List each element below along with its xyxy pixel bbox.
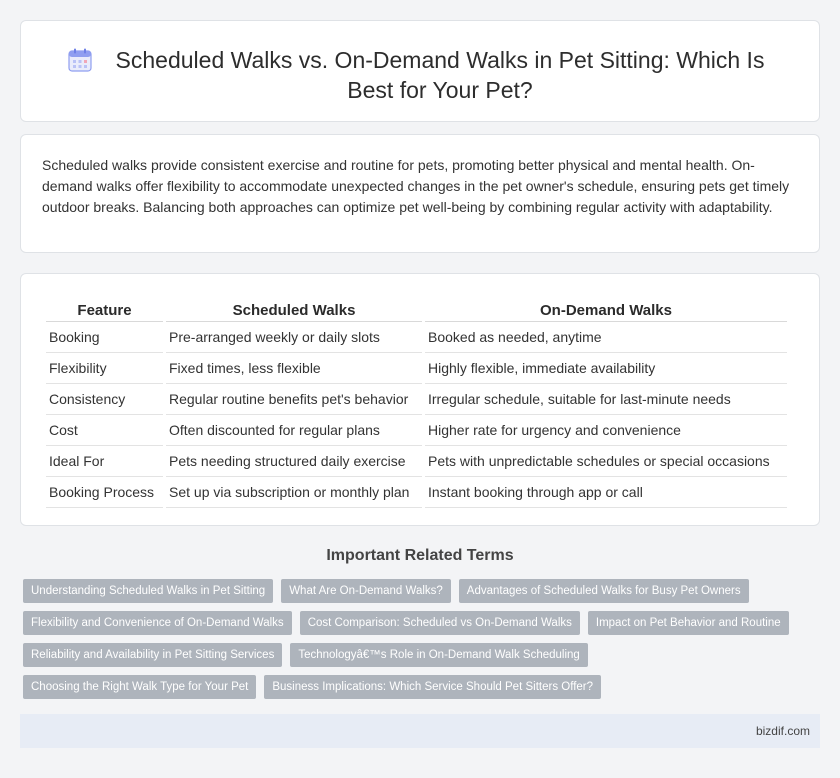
page-title: Scheduled Walks vs. On-Demand Walks in Pet Sitting: Which Is Best for Your Pet? [115,47,765,103]
table-cell: Highly flexible, immediate availability [425,353,787,384]
related-term-link[interactable]: Understanding Scheduled Walks in Pet Sitting [23,579,273,603]
tag-row [23,611,823,635]
header-on-demand: On-Demand Walks [425,296,787,322]
table-cell: Pre-arranged weekly or daily slots [166,322,422,353]
related-term-link[interactable]: Flexibility and Convenience of On-Demand Walks [23,611,292,635]
table-cell: Regular routine benefits pet's behavior [166,384,422,415]
table-row [46,322,787,353]
table-row [46,384,787,415]
table-cell: Booking [46,322,163,353]
related-term-link[interactable]: What Are On-Demand Walks? [281,579,451,603]
related-term-link[interactable]: Reliability and Availability in Pet Sitting Services [23,643,282,667]
table-cell: Irregular schedule, suitable for last-minute needs [425,384,787,415]
footer [20,714,820,748]
related-terms-list [23,579,823,707]
comparison-table [43,296,790,508]
related-term-link[interactable]: Technologyâ€™s Role in On-Demand Walk Scheduling [290,643,587,667]
table-cell: Booking Process [46,477,163,508]
table-cell: Pets needing structured daily exercise [166,446,422,477]
header-scheduled: Scheduled Walks [166,296,422,322]
related-term-link[interactable]: Impact on Pet Behavior and Routine [588,611,789,635]
table-row [46,477,787,508]
header-feature: Feature [46,296,163,322]
table-cell: Instant booking through app or call [425,477,787,508]
table-cell: Ideal For [46,446,163,477]
title-card [20,20,820,122]
table-cell: Consistency [46,384,163,415]
table-cell: Booked as needed, anytime [425,322,787,353]
related-term-link[interactable]: Business Implications: Which Service Should Pet Sitters Offer? [264,675,601,699]
related-term-link[interactable]: Cost Comparison: Scheduled vs On-Demand Walks [300,611,580,635]
table-row [46,353,787,384]
table-cell: Fixed times, less flexible [166,353,422,384]
intro-paragraph: Scheduled walks provide consistent exercise and routine for pets, promoting better physical and mental health. On-demand walks offer flexibility to accommodate unexpected changes in the pet owner's schedule, ensuring pets get timely outdoor breaks. Balancing both approaches can optimize pet well-being by combining regular activity with adaptability. [42,157,790,215]
table-cell: Pets with unpredictable schedules or special occasions [425,446,787,477]
intro-card [20,134,820,253]
table-row [46,415,787,446]
tag-row [23,643,823,667]
related-term-link[interactable]: Choosing the Right Walk Type for Your Pet [23,675,256,699]
table-cell: Cost [46,415,163,446]
tag-row [23,675,823,699]
table-cell: Often discounted for regular plans [166,415,422,446]
footer-site-link[interactable]: bizdif.com [755,724,810,738]
comparison-card [20,273,820,526]
table-cell: Higher rate for urgency and convenience [425,415,787,446]
table-row [46,446,787,477]
table-header-row [46,296,787,322]
related-terms-title: Important Related Terms [326,547,514,564]
table-cell: Set up via subscription or monthly plan [166,477,422,508]
table-cell: Flexibility [46,353,163,384]
related-term-link[interactable]: Advantages of Scheduled Walks for Busy Pet Owners [459,579,749,603]
tag-row [23,579,823,603]
